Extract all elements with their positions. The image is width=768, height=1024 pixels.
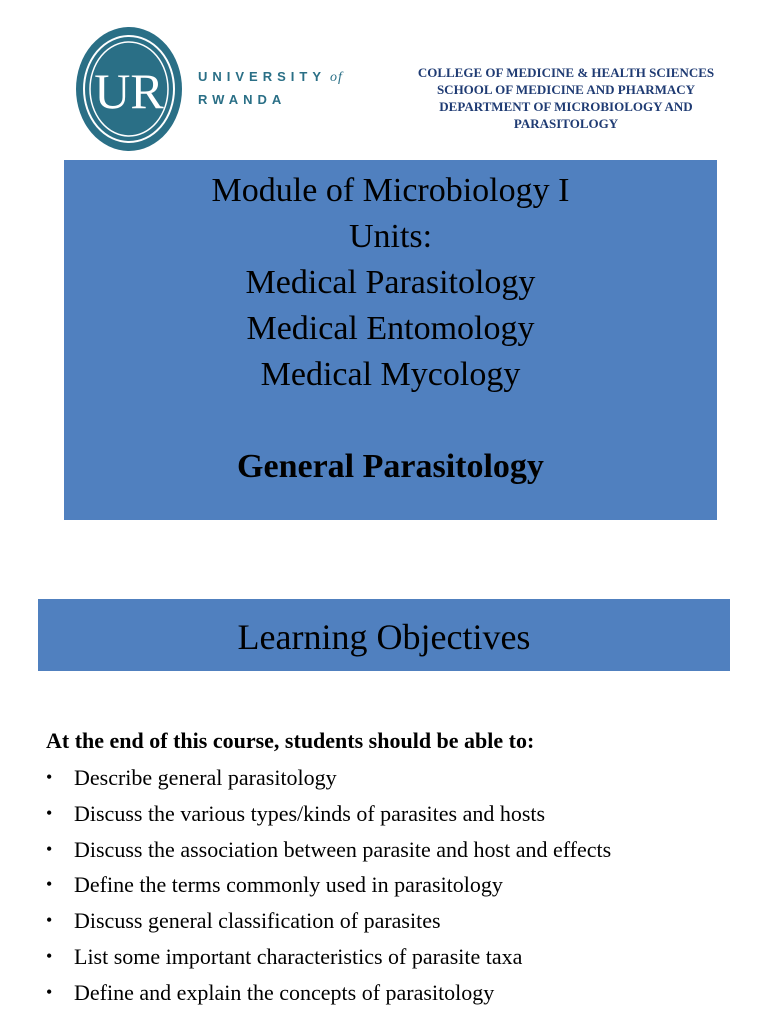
department-line-cont: PARASITOLOGY bbox=[513, 116, 619, 131]
title-lines bbox=[64, 168, 717, 398]
university-name-line2: RWANDA bbox=[198, 92, 287, 107]
list-item bbox=[44, 760, 611, 796]
university-name bbox=[198, 66, 343, 111]
list-item bbox=[44, 832, 611, 868]
bullet-icon: • bbox=[46, 981, 53, 1002]
objectives-intro: At the end of this course, students should be able to: bbox=[46, 728, 535, 753]
bullet-icon: • bbox=[46, 767, 53, 787]
module-title: Module of Microbiology I bbox=[211, 172, 570, 209]
bullet-icon: • bbox=[46, 910, 53, 931]
university-logo bbox=[74, 24, 184, 154]
university-name-of: of bbox=[330, 70, 343, 85]
list-item-text: Discuss the various types/kinds of parasites and hosts bbox=[74, 800, 546, 826]
objectives-list bbox=[44, 760, 611, 1011]
subtitle: General Parasitology bbox=[237, 448, 544, 485]
list-item bbox=[44, 975, 611, 1011]
bullet-icon: • bbox=[46, 874, 53, 895]
list-item-text: Define the terms commonly used in parasitology bbox=[74, 872, 503, 898]
list-item bbox=[44, 796, 611, 832]
list-item-text: Discuss general classification of parasites bbox=[74, 908, 441, 934]
university-name-line1: UNIVERSITY bbox=[198, 69, 327, 84]
unit-parasitology: Medical Parasitology bbox=[245, 264, 536, 301]
bullet-icon: • bbox=[46, 838, 53, 859]
list-item-text: Describe general parasitology bbox=[74, 765, 337, 790]
department-line: DEPARTMENT OF MICROBIOLOGY AND bbox=[439, 99, 693, 114]
units-label: Units: bbox=[348, 218, 433, 255]
logo-monogram: UR bbox=[94, 63, 164, 119]
list-item bbox=[44, 903, 611, 939]
list-item-text: Discuss the association between parasite and host and effects bbox=[74, 836, 612, 862]
unit-entomology: Medical Entomology bbox=[246, 310, 535, 347]
list-item bbox=[44, 939, 611, 975]
bullet-icon: • bbox=[46, 945, 53, 966]
title-box bbox=[64, 160, 717, 520]
college-line: COLLEGE OF MEDICINE & HEALTH SCIENCES bbox=[417, 65, 715, 80]
list-item-text: Define and explain the concepts of parasitology bbox=[74, 979, 495, 1005]
list-item-text: List some important characteristics of parasite taxa bbox=[74, 943, 523, 969]
bullet-icon: • bbox=[46, 802, 53, 823]
list-item bbox=[44, 867, 611, 903]
college-header bbox=[388, 64, 744, 132]
unit-mycology: Medical Mycology bbox=[260, 356, 521, 393]
school-line: SCHOOL OF MEDICINE AND PHARMACY bbox=[436, 82, 696, 97]
objectives-heading: Learning Objectives bbox=[38, 599, 730, 671]
